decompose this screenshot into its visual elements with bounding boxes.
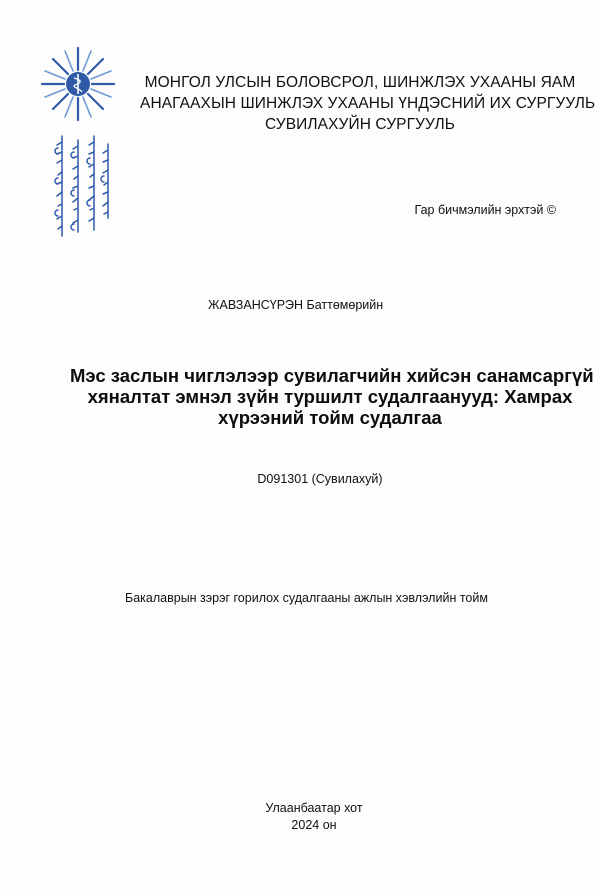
title-line-3: хүрээний тойм судалгаа (218, 407, 442, 428)
manuscript-rights: Гар бичмэлийн эрхтэй © (414, 203, 556, 217)
school-name: СУВИЛАХУЙН СУРГУУЛЬ (264, 116, 456, 133)
title-line-1: Мэс заслын чиглэлээр сувилагчийн хийсэн санамсаргүй (70, 365, 594, 386)
degree-description: Бакалаврын зэрэг горилох судалгааны ажлын хэвлэлийн тойм (125, 591, 488, 605)
thesis-title (70, 365, 594, 428)
medical-university-emblem-icon (36, 40, 120, 240)
city: Улаанбаатар хот (265, 801, 363, 815)
title-line-2: хяналтат эмнэл зүйн туршилт судалгаанууд: Хамрах (87, 386, 573, 407)
place-and-year (0, 800, 600, 834)
specialty-code: D091301 (Сувилахуй) (257, 472, 383, 486)
institution-header (140, 72, 596, 135)
author-name: ЖАВЗАНСҮРЭН Баттөмөрийн (208, 298, 384, 312)
year: 2024 он (291, 818, 337, 832)
ministry-name: МОНГОЛ УЛСЫН БОЛОВСРОЛ, ШИНЖЛЭХ УХААНЫ ЯАМ (144, 74, 576, 91)
university-name: АНАГААХЫН ШИНЖЛЭХ УХААНЫ ҮНДЭСНИЙ ИХ СУРГУУЛЬ (140, 95, 596, 112)
university-logo (36, 40, 120, 240)
